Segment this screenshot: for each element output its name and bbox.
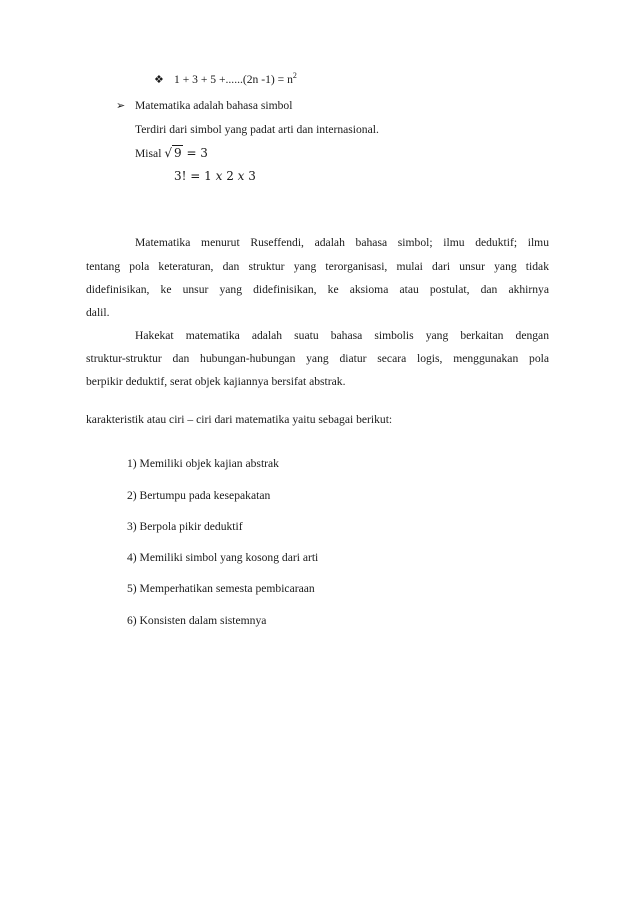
- factorial-times-1: x: [215, 169, 223, 183]
- factorial-expression: [174, 169, 256, 183]
- paragraph2-line-1: Hakekat matematika adalah suatu bahasa simbolis yang berkaitan dengan: [135, 329, 549, 342]
- series-formula-exponent: 2: [292, 71, 297, 81]
- paragraph2-line-3: berpikir deduktif, serat objek kajiannya bersifat abstrak.: [86, 375, 346, 388]
- symbol-description: Terdiri dari simbol yang padat arti dan internasional.: [135, 123, 379, 136]
- series-formula: [174, 73, 297, 86]
- example-line-1: [135, 146, 208, 160]
- series-formula-text: 1 + 3 + 5 +......(2n -1) = n: [174, 73, 293, 86]
- characteristics-intro: karakteristik atau ciri – ciri dari matematika yaitu sebagai berikut:: [86, 413, 393, 426]
- paragraph1-line-2: tentang pola keteraturan, dan struktur yang terorganisasi, mulai dari unsur yang tidak: [86, 260, 549, 273]
- characteristic-item: 4) Memiliki simbol yang kosong dari arti: [127, 551, 319, 564]
- characteristic-item: 3) Berpola pikir deduktif: [127, 520, 243, 533]
- factorial-part-1: 3! = 1: [174, 169, 216, 183]
- characteristic-item: 2) Bertumpu pada kesepakatan: [127, 489, 271, 502]
- paragraph1-line-4: dalil.: [86, 306, 110, 319]
- paragraph2-line-2: struktur-struktur dan hubungan-hubungan yang diatur secara logis, menggunakan pola: [86, 352, 549, 365]
- characteristic-item: 6) Konsisten dalam sistemnya: [127, 614, 267, 627]
- arrow-bullet-icon: ➢: [116, 99, 126, 112]
- factorial-part-3: 3: [244, 169, 256, 183]
- section-heading: Matematika adalah bahasa simbol: [135, 99, 293, 112]
- characteristic-item: 1) Memiliki objek kajian abstrak: [127, 457, 279, 470]
- example-label: Misal: [135, 147, 162, 160]
- factorial-times-2: x: [237, 169, 245, 183]
- sqrt-result: = 3: [182, 146, 208, 160]
- diamond-bullet-icon: ❖: [154, 73, 164, 86]
- sqrt-expression: √ 9 = 3: [164, 146, 208, 160]
- characteristic-item: 5) Memperhatikan semesta pembicaraan: [127, 582, 315, 595]
- paragraph1-line-3: didefinisikan, ke unsur yang didefinisikan, ke aksioma atau postulat, dan akhirnya: [86, 283, 549, 296]
- factorial-part-2: 2: [222, 169, 238, 183]
- paragraph1-line-1: Matematika menurut Ruseffendi, adalah bahasa simbol; ilmu deduktif; ilmu: [135, 236, 549, 249]
- sqrt-radicand: 9: [173, 146, 182, 160]
